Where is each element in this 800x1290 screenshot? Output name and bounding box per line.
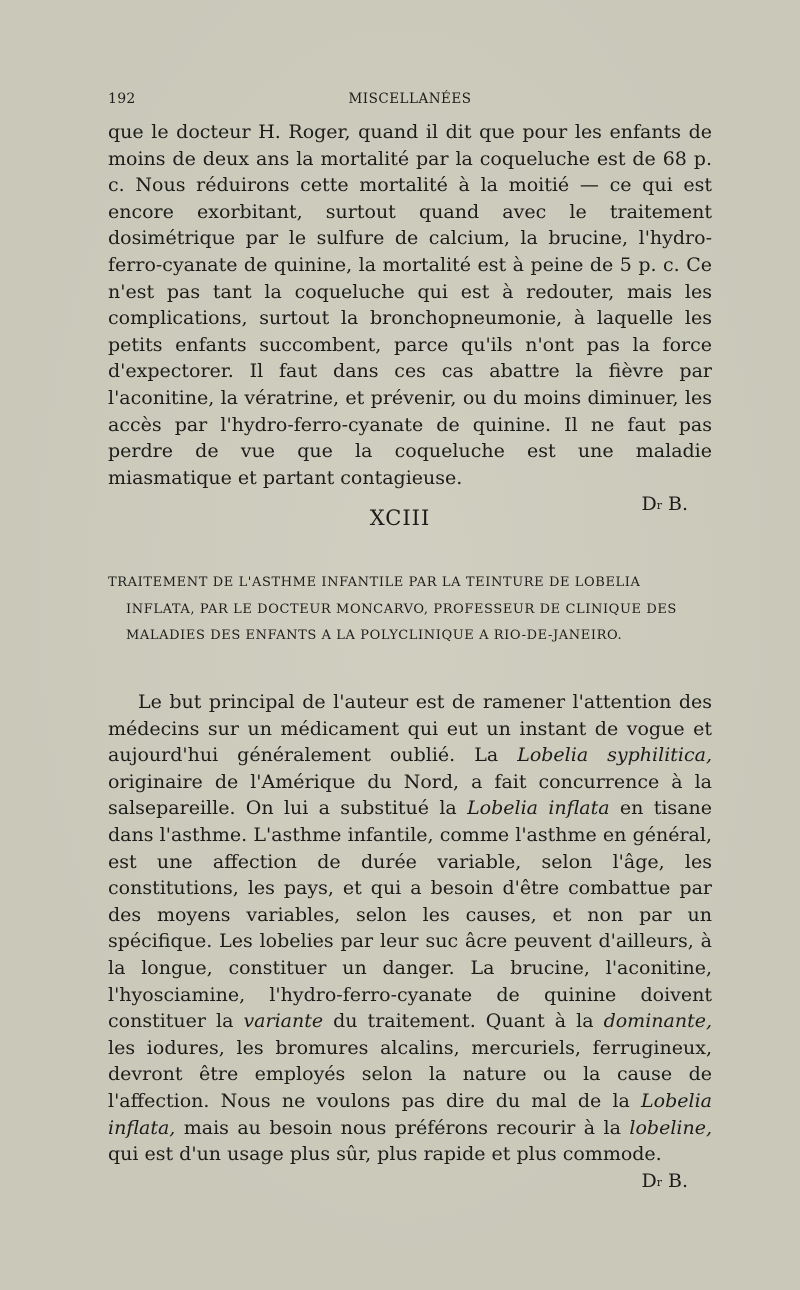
author-signature: $D^r$ B.: [641, 1169, 688, 1192]
article-title-line: INFLATA, PAR LE DOCTEUR MONCARVO, PROFESSEUR DE CLINIQUE DES: [126, 601, 677, 617]
body-paragraph: que le docteur H. Roger, quand il dit que pour les enfants de moins de deux ans la mortalité par la coqueluche est de 68 p. c. Nous réduirons cette mortalité à la moitié — ce qui est encore exorbitant, surtout quand avec le traitement dosimétrique par le sulfure de calcium, la brucine, l'hydro-ferro-cyanate de quinine, la mortalité est à peine de 5 p. c. Ce n'est pas tant la coqueluche qui est à redouter, mais les complications, surtout la bronchopneumonie, à laquelle les petits enfants succombent, parce qu'ils n'ont pas la force d'expectorer. Il faut dans ces cas abattre la fièvre par l'aconitine, la vératrine, et prévenir, ou du moins diminuer, les accès par l'hydro-ferro-cyanate de quinine. Il ne faut pas perdre de vue que la coqueluche est une maladie miasmatique et partant contagieuse.: [108, 121, 712, 489]
article-number: XCIII: [369, 506, 431, 530]
author-signature: $D^r$ B.: [641, 493, 688, 516]
previous-article-ending: [108, 119, 712, 518]
article-body: [108, 689, 712, 1194]
running-title: MISCELLANÉES: [348, 91, 472, 107]
body-paragraph: Le but principal de l'auteur est de ramener l'attention des médecins sur un médicament qui eut un instant de vogue et aujourd'hui généralement oublié. La Lobelia syphilitica, originaire de l'Amérique du Nord, a fait concurrence à la salsepareille. On lui a substitué la Lobelia inflata en tisane dans l'asthme. L'asthme infantile, comme l'asthme en général, est une affection de durée variable, selon l'âge, les constitutions, les pays, et qui a besoin d'être combattue par des moyens variables, selon les causes, et non par un spécifique. Les lobelies par leur suc âcre peuvent d'ailleurs, à la longue, constituer un danger. La brucine, l'aconitine, l'hyosciamine, l'hydro-ferro-cyanate de quinine doivent constituer la variante du traitement. Quant à la dominante, les iodures, les bromures alcalins, mercuriels, ferrugineux, devront être employés selon la nature ou la cause de l'affection. Nous ne voulons pas dire du mal de la Lobelia inflata, mais au besoin nous préférons recourir à la lobeline, qui est d'un usage plus sûr, plus rapide et plus commode.: [108, 691, 712, 1166]
page-number: 192: [108, 91, 136, 107]
running-head: [108, 91, 712, 111]
article-title-line: TRAITEMENT DE L'ASTHME INFANTILE PAR LA TEINTURE DE LOBELIA: [108, 575, 641, 590]
article-title-line: MALADIES DES ENFANTS A LA POLYCLINIQUE A RIO-DE-JANEIRO.: [126, 628, 623, 643]
article-title: [108, 570, 712, 650]
